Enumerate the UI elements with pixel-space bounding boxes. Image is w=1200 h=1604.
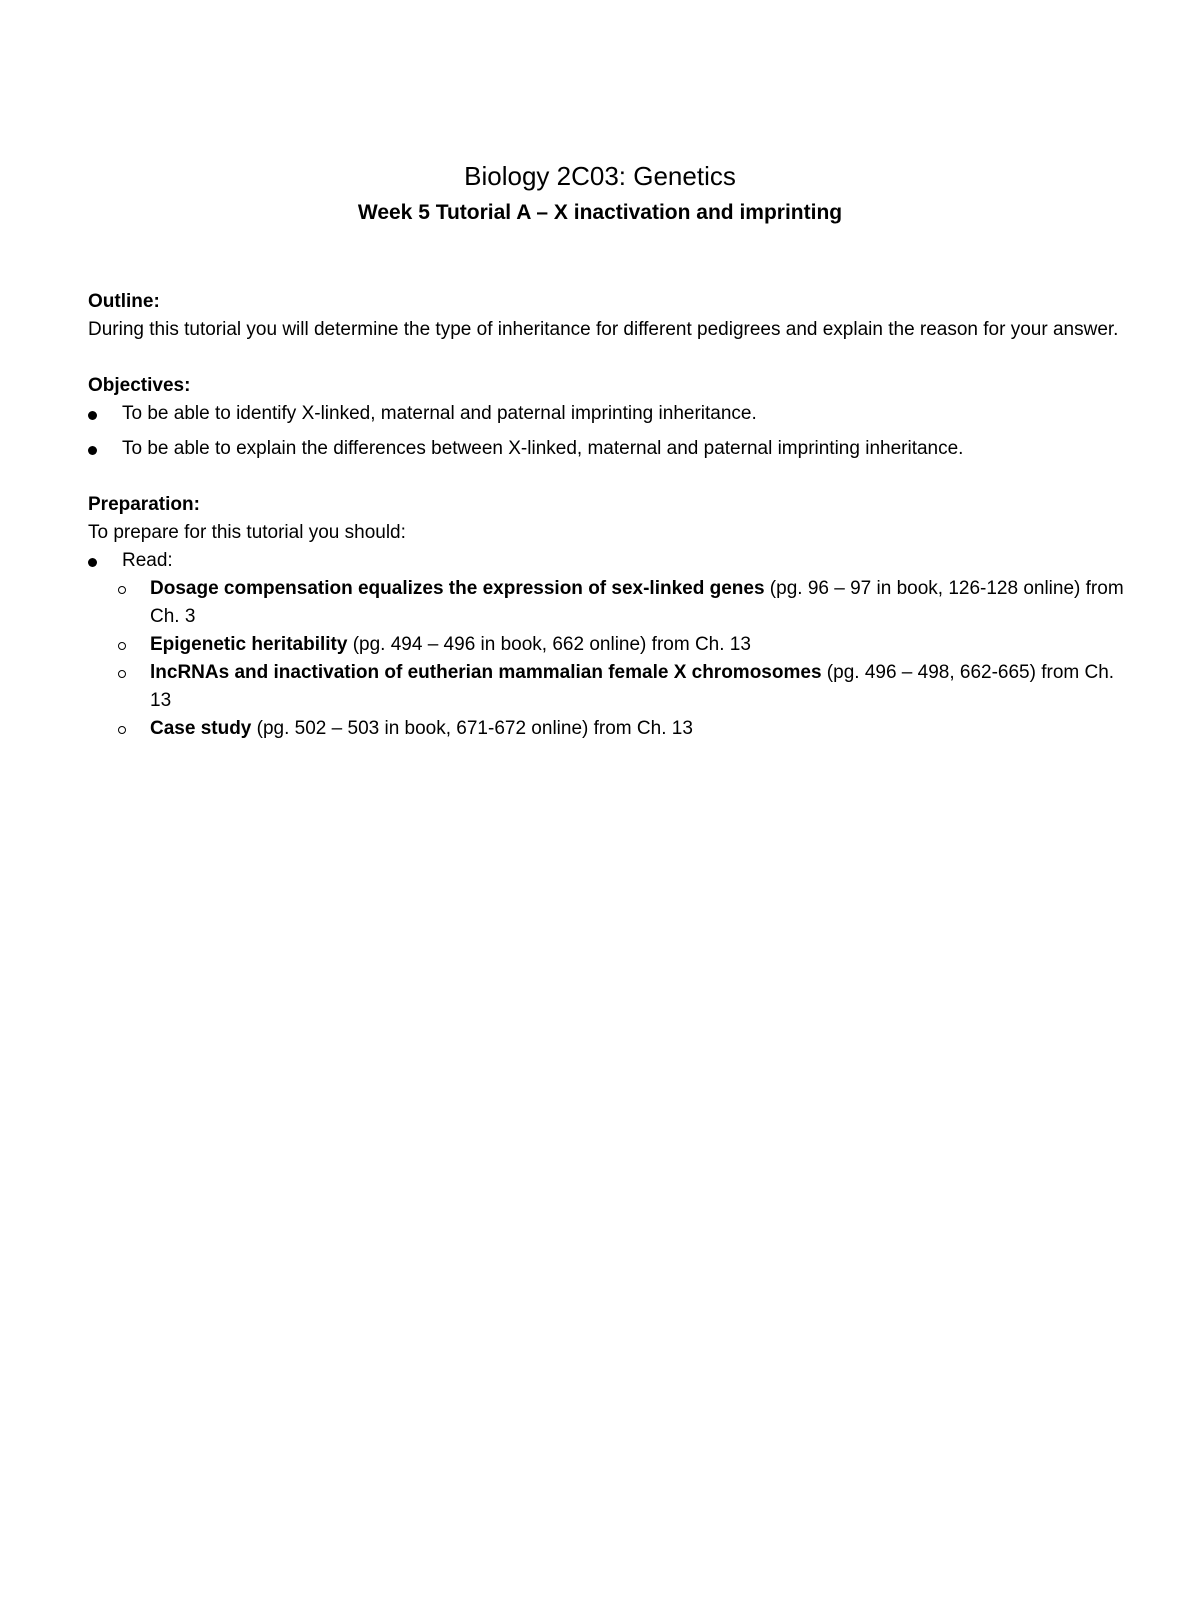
outline-heading: Outline: — [88, 291, 160, 312]
objective-item — [88, 400, 1128, 428]
reading-title: Case study — [150, 718, 252, 739]
bullet-icon — [88, 558, 97, 567]
objective-text: To be able to explain the differences between X-linked, maternal and paternal imprinting inheritance. — [122, 438, 964, 459]
reading-pages: (pg. 494 – 496 in book, 662 online) from Ch. 13 — [347, 634, 751, 655]
circle-bullet-icon — [118, 642, 126, 650]
reading-pages: (pg. 502 – 503 in book, 671-672 online) from Ch. 13 — [251, 718, 693, 739]
reading-pages: (pg. 96 – 97 in book, 126-128 online) from Ch. 3 — [150, 578, 1124, 627]
circle-bullet-icon — [118, 726, 126, 734]
reading-title: Dosage compensation equalizes the expression of sex-linked genes — [150, 578, 765, 599]
preparation-list — [88, 547, 1128, 575]
objectives-heading: Objectives: — [88, 375, 191, 396]
objectives-list — [88, 400, 1128, 463]
document-subtitle: Week 5 Tutorial A – X inactivation and imprinting — [357, 201, 843, 224]
read-label: Read: — [122, 550, 173, 571]
circle-bullet-icon — [118, 670, 126, 678]
reading-pages: (pg. 496 – 498, 662-665) from Ch. 13 — [150, 662, 1115, 711]
outline-text: During this tutorial you will determine the type of inheritance for different pedigrees and explain the reason for your answer. — [88, 319, 1119, 340]
preparation-heading: Preparation: — [88, 494, 200, 515]
reading-item — [88, 659, 1128, 715]
objective-item — [88, 435, 1128, 463]
bullet-icon — [88, 446, 97, 455]
document-title: Biology 2C03: Genetics — [464, 161, 736, 191]
reading-title: Epigenetic heritability — [150, 634, 348, 655]
readings-list — [88, 575, 1128, 743]
circle-bullet-icon — [118, 586, 126, 594]
document-body — [88, 288, 1128, 743]
objective-text: To be able to identify X-linked, maternal and paternal imprinting inheritance. — [122, 403, 757, 424]
reading-item — [88, 631, 1128, 659]
reading-item — [88, 715, 1128, 743]
bullet-icon — [88, 411, 97, 420]
reading-item — [88, 575, 1128, 631]
reading-title: lncRNAs and inactivation of eutherian mammalian female X chromosomes — [150, 662, 822, 683]
preparation-intro: To prepare for this tutorial you should: — [88, 522, 406, 543]
spacer — [88, 344, 1128, 372]
spacer — [88, 470, 1128, 491]
read-item — [88, 547, 1128, 575]
